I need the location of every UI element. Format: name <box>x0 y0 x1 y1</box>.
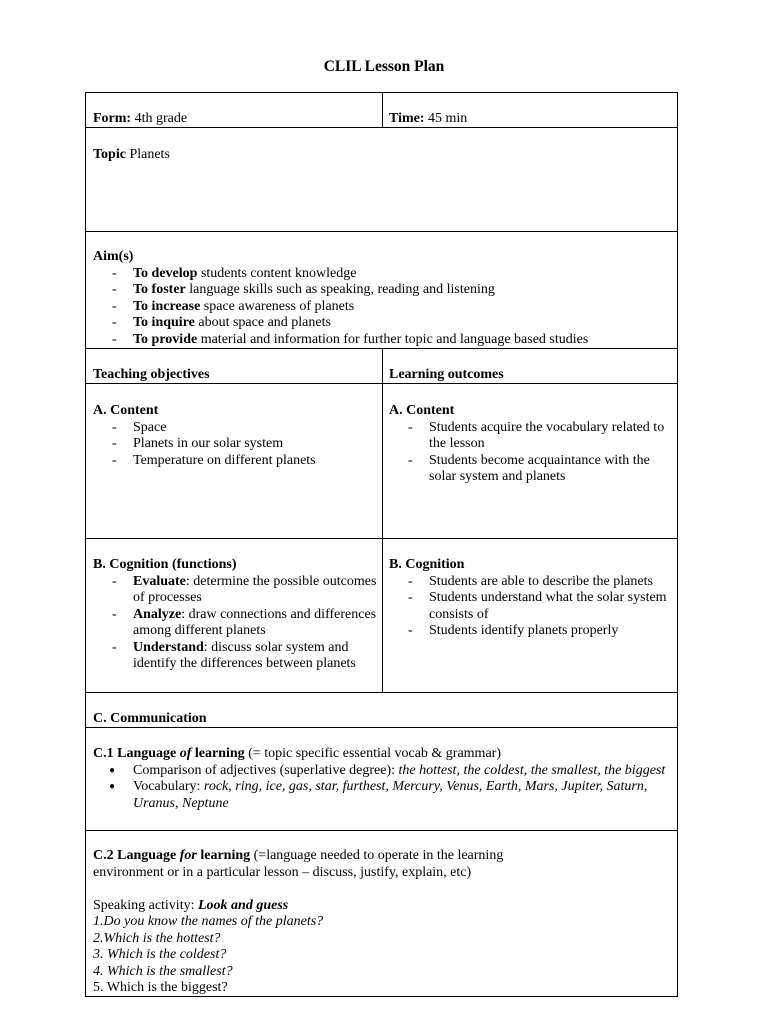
activity-name: Look and guess <box>197 897 289 913</box>
heading-note-continued: environment or in a particular lesson – discuss, justify, explain, etc) <box>93 864 472 880</box>
heading-part: learning <box>196 848 251 863</box>
question-item: 3. Which is the coldest? <box>93 947 227 962</box>
list-item: - Students identify planets properly <box>389 623 677 640</box>
aim-verb: To increase <box>133 298 201 314</box>
time-value: 45 min <box>424 111 468 126</box>
list-item <box>93 574 379 607</box>
question-item: 5. Which is the biggest? <box>93 980 228 995</box>
cognition-outcomes-cell <box>389 557 677 640</box>
question-item: 4. Which is the smallest? <box>93 963 233 979</box>
list-item: - Students understand what the solar system consists of <box>389 590 677 623</box>
language-for-learning-cell <box>93 848 671 997</box>
list-item: - Planets in our solar system <box>93 436 379 453</box>
topic-value: Planets <box>125 147 170 162</box>
content-objectives-list <box>93 420 379 470</box>
cognition-verb: Analyze <box>133 606 182 622</box>
teaching-objectives-header: Teaching objectives <box>93 367 210 382</box>
question-item: 2.Which is the hottest? <box>93 930 221 946</box>
list-item <box>93 779 671 812</box>
cognition-verb: Understand <box>133 639 204 655</box>
topic-cell <box>93 147 170 164</box>
content-heading: A. Content <box>389 403 455 418</box>
aims-list <box>93 266 673 349</box>
row-divider <box>86 231 677 232</box>
activity-label: Speaking activity: <box>93 897 198 913</box>
language-for-learning-heading <box>93 848 671 865</box>
list-item <box>93 332 673 349</box>
column-divider <box>382 348 383 692</box>
list-item <box>93 640 379 673</box>
list-item <box>93 763 671 780</box>
language-of-learning-list <box>93 763 671 813</box>
list-item <box>93 315 673 332</box>
bullet-text: Comparison of adjectives (superlative degree): <box>133 762 399 778</box>
language-of-learning-cell <box>93 746 671 812</box>
list-item <box>93 282 673 299</box>
lesson-plan-table <box>85 92 678 997</box>
heading-note: (= topic specific essential vocab & grammar) <box>244 746 501 761</box>
aim-text: students content knowledge <box>197 265 357 281</box>
document-title: CLIL Lesson Plan <box>323 58 445 75</box>
time-cell <box>389 111 467 128</box>
speaking-activity <box>93 898 671 915</box>
form-value: 4th grade <box>131 111 188 126</box>
bullet-text: Vocabulary: <box>133 779 204 794</box>
cognition-heading: B. Cognition (functions) <box>93 557 237 572</box>
heading-part: of <box>179 746 192 761</box>
cognition-outcomes-list <box>389 574 677 640</box>
cognition-text: : draw connections and differences among different planets <box>133 606 377 638</box>
communication-heading: C. Communication <box>93 711 207 726</box>
form-cell <box>93 111 187 128</box>
row-divider <box>86 830 677 831</box>
bullet-examples: the hottest, the coldest, the smallest, the biggest <box>398 762 666 778</box>
form-label: Form: <box>93 111 132 126</box>
cognition-objectives-cell <box>93 557 379 673</box>
language-of-learning-heading <box>93 746 671 763</box>
aim-verb: To provide <box>133 331 198 347</box>
list-item: - Students are able to describe the planets <box>389 574 677 591</box>
column-divider <box>382 93 383 127</box>
cognition-text: : determine the possible outcomes of processes <box>133 573 377 605</box>
learning-outcomes-header: Learning outcomes <box>389 367 504 382</box>
content-outcomes-cell <box>389 403 677 486</box>
aim-text: language skills such as speaking, reading and listening <box>185 282 495 297</box>
heading-part: for <box>179 848 197 863</box>
cognition-verb: Evaluate <box>133 573 186 589</box>
list-item: - Students become acquaintance with the solar system and planets <box>389 453 677 486</box>
aim-text: space awareness of planets <box>200 298 355 314</box>
aims-heading: Aim(s) <box>93 249 134 264</box>
bullet-examples: rock, ring, ice, gas, star, furthest, Mercury, Venus, Earth, Mars, Jupiter, Saturn, Uranus, Neptune <box>133 779 648 811</box>
aim-verb: To inquire <box>133 315 195 330</box>
heading-part: C.2 Language <box>93 848 180 863</box>
heading-part: learning <box>191 746 245 761</box>
aim-verb: To foster <box>133 282 186 297</box>
list-item <box>93 607 379 640</box>
aim-text: material and information for further topic and language based studies <box>197 331 589 347</box>
cognition-heading: B. Cognition <box>389 557 465 572</box>
list-item <box>93 299 673 316</box>
question-item: 1.Do you know the names of the planets? <box>93 914 324 929</box>
cognition-text: : discuss solar system and identify the differences between planets <box>133 639 356 671</box>
list-item: - Students acquire the vocabulary related to the lesson <box>389 420 677 453</box>
list-item <box>93 266 673 283</box>
list-item: - Space <box>93 420 379 437</box>
cognition-objectives-list <box>93 574 379 673</box>
heading-note: (=language needed to operate in the learning <box>250 848 504 863</box>
aim-verb: To develop <box>133 265 198 281</box>
time-label: Time: <box>389 111 425 126</box>
topic-label: Topic <box>93 147 126 162</box>
list-item: - Temperature on different planets <box>93 453 379 470</box>
heading-part: C.1 Language <box>93 746 180 761</box>
content-objectives-cell <box>93 403 379 469</box>
content-heading: A. Content <box>93 403 159 418</box>
content-outcomes-list <box>389 420 677 486</box>
row-divider <box>86 692 677 693</box>
aim-text: about space and planets <box>194 315 331 330</box>
aims-cell <box>93 249 673 348</box>
